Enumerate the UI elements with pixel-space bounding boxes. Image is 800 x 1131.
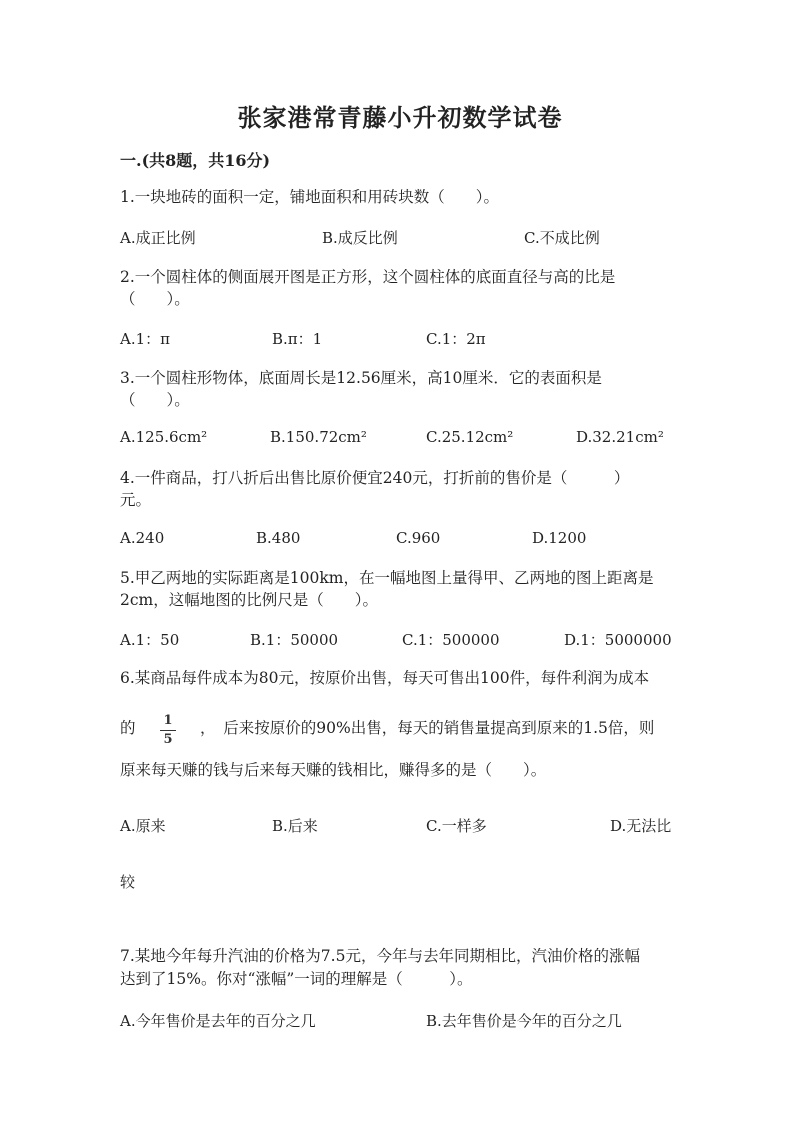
question-7-stem-line-1: 7.某地今年每升汽油的价格为7.5元，今年与去年同期相比，汽油价格的涨幅 — [120, 947, 640, 965]
page-title: 张家港常青藤小升初数学试卷 — [237, 103, 563, 132]
question-1-option-a: A.成正比例 — [120, 229, 196, 247]
question-2-option-c: C.1：2π — [426, 330, 486, 348]
question-6-option-a: A.原来 — [120, 817, 166, 835]
section-header: 一.(共8题，共16分) — [120, 151, 271, 170]
fraction-bar — [160, 730, 176, 731]
question-1-option-b: B.成反比例 — [322, 229, 398, 247]
question-2-option-a: A.1：π — [120, 330, 171, 348]
question-2-option-b: B.π：1 — [272, 330, 323, 348]
question-2-stem-line-2: （ ）。 — [120, 290, 190, 308]
question-4-stem-line-1: 4.一件商品，打八折后出售比原价便宜240元，打折前的售价是（ ） — [120, 469, 630, 487]
fraction-numerator: 1 — [163, 713, 173, 728]
question-7-option-b: B.去年售价是今年的百分之几 — [426, 1012, 622, 1030]
question-3-option-a: A.125.6cm² — [120, 428, 208, 446]
fraction-one-fifth — [160, 713, 176, 748]
question-2-stem-line-1: 2.一个圆柱体的侧面展开图是正方形，这个圆柱体的底面直径与高的比是 — [120, 268, 616, 286]
question-1-option-c: C.不成比例 — [524, 229, 600, 247]
question-5-option-d: D.1：5000000 — [564, 631, 672, 649]
question-6-option-d-continuation: 较 — [120, 873, 136, 891]
question-3-option-b: B.150.72cm² — [270, 428, 367, 446]
question-5-option-b: B.1：50000 — [250, 631, 339, 649]
question-5-option-c: C.1：500000 — [402, 631, 500, 649]
question-3-option-d: D.32.21cm² — [576, 428, 664, 446]
question-3-stem-line-1: 3.一个圆柱形物体，底面周长是12.56厘米，高10厘米．它的表面积是 — [120, 369, 602, 387]
question-4-stem-line-2: 元。 — [120, 491, 152, 509]
question-5-option-a: A.1：50 — [120, 631, 180, 649]
question-6-stem-line-2-rest: ， 后来按原价的90%出售，每天的销售量提高到原来的1.5倍，则 — [200, 719, 655, 737]
question-3-option-c: C.25.12cm² — [426, 428, 514, 446]
question-6-stem-line-3: 原来每天赚的钱与后来每天赚的钱相比，赚得多的是（ ）。 — [120, 761, 547, 779]
question-6-stem-line-2-start: 的 — [120, 719, 136, 737]
question-7-option-a: A.今年售价是去年的百分之几 — [120, 1012, 316, 1030]
question-6-option-b: B.后来 — [272, 817, 318, 835]
question-5-stem-line-1: 5.甲乙两地的实际距离是100km，在一幅地图上量得甲、乙两地的图上距离是 — [120, 569, 654, 587]
question-3-stem-line-2: （ ）。 — [120, 391, 190, 409]
question-5-stem-line-2: 2cm，这幅地图的比例尺是（ ）。 — [120, 591, 378, 609]
question-6-option-d: D.无法比 — [610, 817, 672, 835]
question-6-stem-line-1: 6.某商品每件成本为80元，按原价出售，每天可售出100件，每件利润为成本 — [120, 669, 650, 687]
question-4-option-d: D.1200 — [532, 529, 587, 547]
question-1-stem: 1.一块地砖的面积一定，铺地面积和用砖块数（ ）。 — [120, 188, 500, 206]
question-4-option-a: A.240 — [120, 529, 165, 547]
question-7-stem-line-2: 达到了15%。你对“涨幅”一词的理解是（ ）。 — [120, 970, 473, 988]
question-4-option-c: C.960 — [396, 529, 441, 547]
fraction-denominator: 5 — [163, 732, 173, 747]
question-6-option-c: C.一样多 — [426, 817, 487, 835]
question-4-option-b: B.480 — [256, 529, 301, 547]
